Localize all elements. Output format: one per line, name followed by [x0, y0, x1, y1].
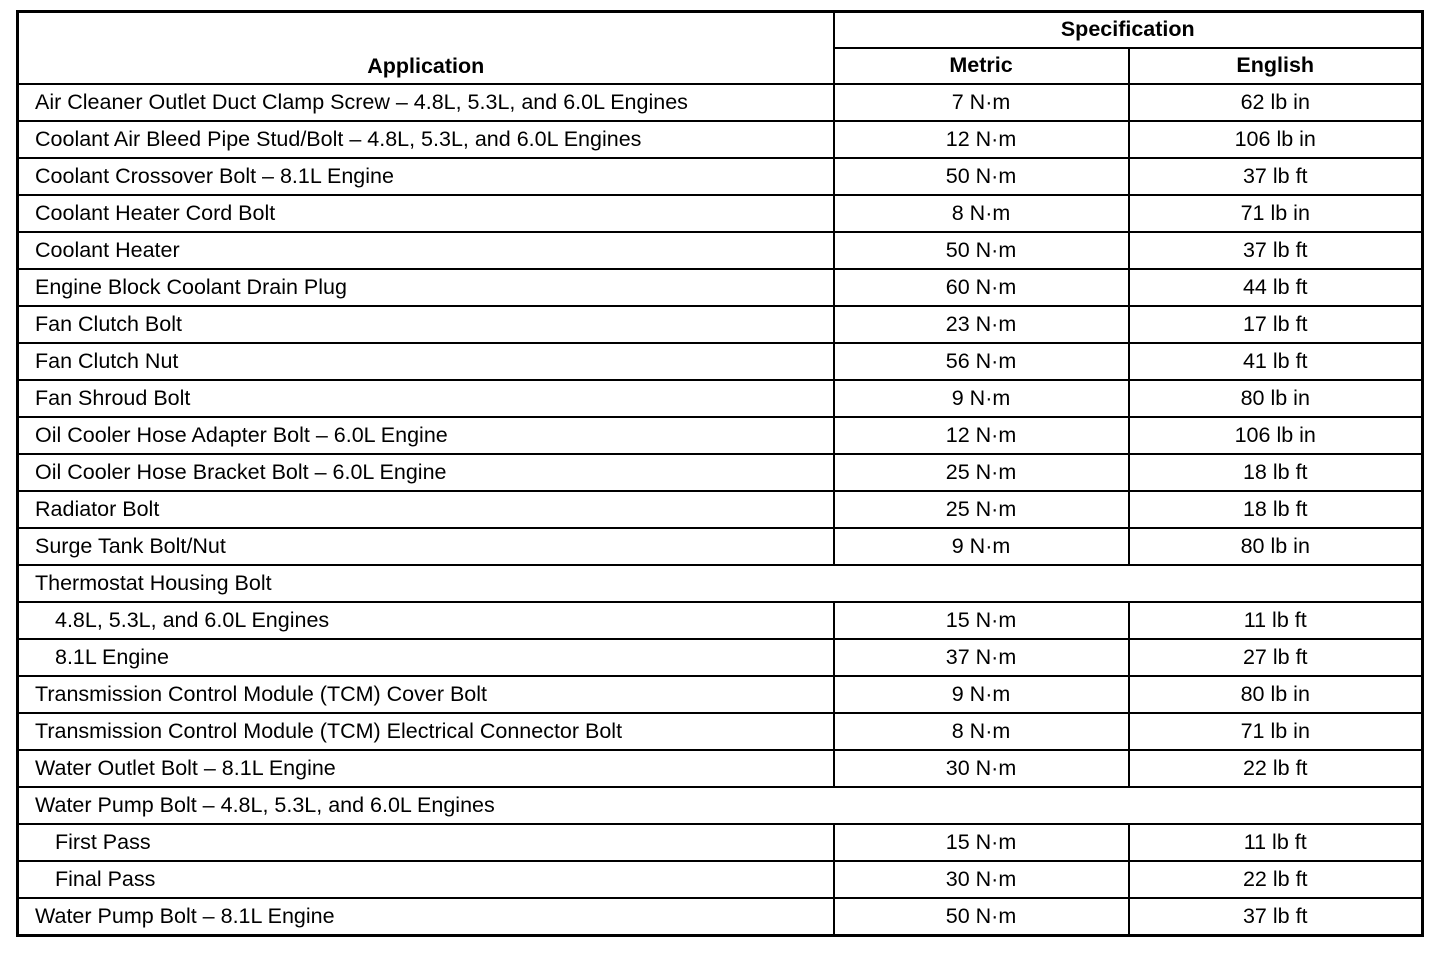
- application-cell: Surge Tank Bolt/Nut: [18, 528, 834, 565]
- english-cell: 11 lb ft: [1129, 602, 1423, 639]
- table-row: [18, 84, 1423, 121]
- metric-cell: 50 N·m: [834, 158, 1129, 195]
- metric-cell: 8 N·m: [834, 195, 1129, 232]
- application-cell: Coolant Air Bleed Pipe Stud/Bolt – 4.8L, 5.3L, and 6.0L Engines: [18, 121, 834, 158]
- application-cell: Water Pump Bolt – 8.1L Engine: [18, 898, 834, 936]
- table-header: [18, 12, 1423, 85]
- table-row: [18, 417, 1423, 454]
- english-cell: 80 lb in: [1129, 528, 1423, 565]
- table-row: [18, 195, 1423, 232]
- metric-cell: 25 N·m: [834, 491, 1129, 528]
- application-cell: Fan Clutch Bolt: [18, 306, 834, 343]
- english-cell: 106 lb in: [1129, 121, 1423, 158]
- application-cell: First Pass: [18, 824, 834, 861]
- application-cell: Oil Cooler Hose Bracket Bolt – 6.0L Engine: [18, 454, 834, 491]
- metric-cell: 23 N·m: [834, 306, 1129, 343]
- specification-header: Specification: [834, 12, 1423, 49]
- application-header: Application: [18, 12, 834, 85]
- application-cell: Coolant Heater: [18, 232, 834, 269]
- table-row: [18, 158, 1423, 195]
- metric-cell: 9 N·m: [834, 380, 1129, 417]
- english-cell: 27 lb ft: [1129, 639, 1423, 676]
- table-row: [18, 713, 1423, 750]
- metric-cell: 15 N·m: [834, 824, 1129, 861]
- application-cell: Fan Clutch Nut: [18, 343, 834, 380]
- application-cell: Engine Block Coolant Drain Plug: [18, 269, 834, 306]
- table-row: [18, 269, 1423, 306]
- application-cell: Water Pump Bolt – 4.8L, 5.3L, and 6.0L Engines: [18, 787, 1423, 824]
- english-cell: 18 lb ft: [1129, 491, 1423, 528]
- table-row: [18, 750, 1423, 787]
- english-cell: 106 lb in: [1129, 417, 1423, 454]
- english-cell: 22 lb ft: [1129, 861, 1423, 898]
- table-row: [18, 824, 1423, 861]
- table-row: [18, 491, 1423, 528]
- table-row: [18, 232, 1423, 269]
- english-cell: 80 lb in: [1129, 676, 1423, 713]
- table-row: [18, 306, 1423, 343]
- metric-cell: 9 N·m: [834, 528, 1129, 565]
- english-cell: 37 lb ft: [1129, 232, 1423, 269]
- metric-cell: 50 N·m: [834, 898, 1129, 936]
- english-cell: 71 lb in: [1129, 713, 1423, 750]
- metric-cell: 30 N·m: [834, 750, 1129, 787]
- table-row: [18, 454, 1423, 491]
- table-row: [18, 676, 1423, 713]
- table-row: [18, 898, 1423, 936]
- english-cell: 37 lb ft: [1129, 898, 1423, 936]
- application-cell: Water Outlet Bolt – 8.1L Engine: [18, 750, 834, 787]
- table-row: [18, 121, 1423, 158]
- header-row-top: [18, 12, 1423, 49]
- metric-cell: 8 N·m: [834, 713, 1129, 750]
- application-cell: 4.8L, 5.3L, and 6.0L Engines: [18, 602, 834, 639]
- english-header: English: [1129, 48, 1423, 84]
- application-cell: Radiator Bolt: [18, 491, 834, 528]
- english-cell: 37 lb ft: [1129, 158, 1423, 195]
- application-cell: Transmission Control Module (TCM) Electrical Connector Bolt: [18, 713, 834, 750]
- table-group-row: [18, 565, 1423, 602]
- application-cell: Coolant Heater Cord Bolt: [18, 195, 834, 232]
- metric-cell: 50 N·m: [834, 232, 1129, 269]
- english-cell: 71 lb in: [1129, 195, 1423, 232]
- table-row: [18, 528, 1423, 565]
- english-cell: 18 lb ft: [1129, 454, 1423, 491]
- table-row: [18, 343, 1423, 380]
- metric-cell: 25 N·m: [834, 454, 1129, 491]
- table-row: [18, 861, 1423, 898]
- english-cell: 80 lb in: [1129, 380, 1423, 417]
- torque-spec-table: [16, 10, 1424, 937]
- metric-cell: 60 N·m: [834, 269, 1129, 306]
- table-body: [18, 84, 1423, 936]
- english-cell: 11 lb ft: [1129, 824, 1423, 861]
- application-cell: Final Pass: [18, 861, 834, 898]
- table-row: [18, 380, 1423, 417]
- application-cell: Oil Cooler Hose Adapter Bolt – 6.0L Engine: [18, 417, 834, 454]
- metric-cell: 37 N·m: [834, 639, 1129, 676]
- table-row: [18, 639, 1423, 676]
- application-cell: Transmission Control Module (TCM) Cover Bolt: [18, 676, 834, 713]
- metric-cell: 30 N·m: [834, 861, 1129, 898]
- english-cell: 44 lb ft: [1129, 269, 1423, 306]
- english-cell: 22 lb ft: [1129, 750, 1423, 787]
- application-cell: Fan Shroud Bolt: [18, 380, 834, 417]
- application-cell: 8.1L Engine: [18, 639, 834, 676]
- metric-cell: 56 N·m: [834, 343, 1129, 380]
- metric-cell: 15 N·m: [834, 602, 1129, 639]
- english-cell: 62 lb in: [1129, 84, 1423, 121]
- metric-cell: 7 N·m: [834, 84, 1129, 121]
- metric-cell: 9 N·m: [834, 676, 1129, 713]
- english-cell: 17 lb ft: [1129, 306, 1423, 343]
- metric-cell: 12 N·m: [834, 417, 1129, 454]
- application-cell: Thermostat Housing Bolt: [18, 565, 1423, 602]
- table-row: [18, 602, 1423, 639]
- english-cell: 41 lb ft: [1129, 343, 1423, 380]
- metric-cell: 12 N·m: [834, 121, 1129, 158]
- application-cell: Air Cleaner Outlet Duct Clamp Screw – 4.8L, 5.3L, and 6.0L Engines: [18, 84, 834, 121]
- application-cell: Coolant Crossover Bolt – 8.1L Engine: [18, 158, 834, 195]
- table-group-row: [18, 787, 1423, 824]
- metric-header: Metric: [834, 48, 1129, 84]
